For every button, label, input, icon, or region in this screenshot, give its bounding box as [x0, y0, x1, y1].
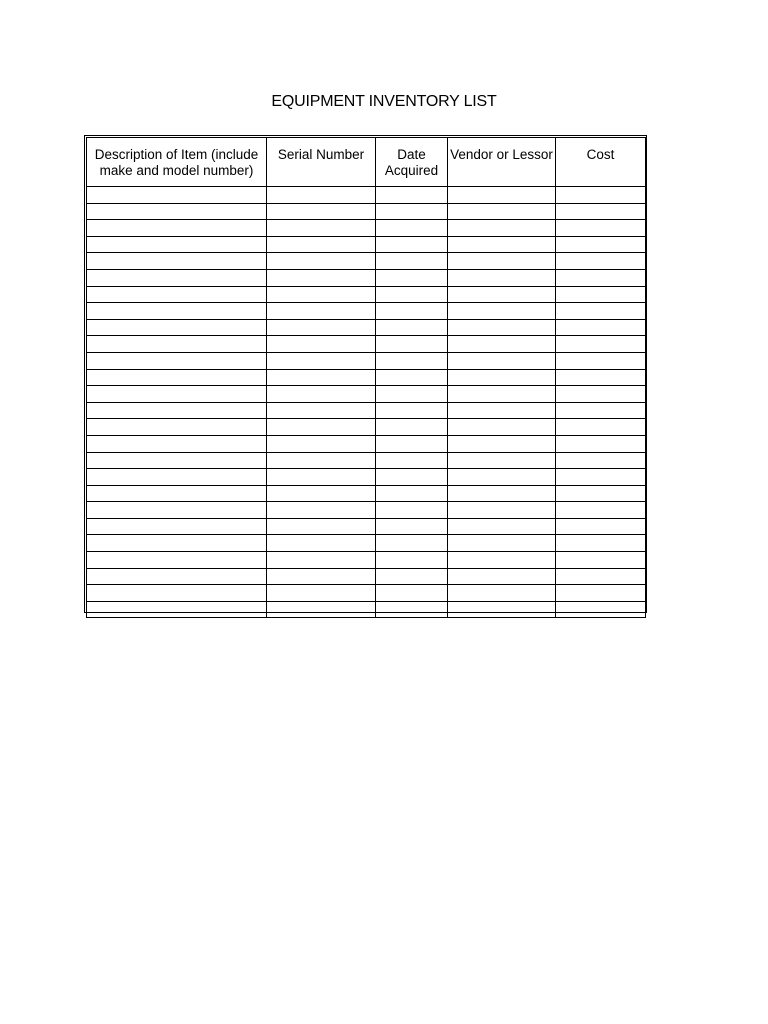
- vendor-cell[interactable]: [448, 518, 556, 535]
- date-acquired-cell[interactable]: [376, 303, 448, 320]
- date-acquired-cell[interactable]: [376, 369, 448, 386]
- date-acquired-cell[interactable]: [376, 236, 448, 253]
- vendor-cell[interactable]: [448, 452, 556, 469]
- cost-cell[interactable]: [556, 386, 646, 403]
- vendor-cell[interactable]: [448, 601, 556, 618]
- date-acquired-cell[interactable]: [376, 518, 448, 535]
- vendor-cell[interactable]: [448, 369, 556, 386]
- serial-number-cell[interactable]: [267, 502, 376, 519]
- vendor-cell[interactable]: [448, 286, 556, 303]
- vendor-cell[interactable]: [448, 585, 556, 602]
- table-row: [87, 187, 646, 204]
- cost-cell[interactable]: [556, 419, 646, 436]
- cost-cell[interactable]: [556, 485, 646, 502]
- serial-number-cell[interactable]: [267, 402, 376, 419]
- description-cell[interactable]: [87, 286, 267, 303]
- description-cell[interactable]: [87, 187, 267, 204]
- table-row: [87, 203, 646, 220]
- inventory-table: [86, 137, 646, 618]
- header-row: [87, 138, 646, 187]
- cost-cell[interactable]: [556, 220, 646, 237]
- cost-cell[interactable]: [556, 336, 646, 353]
- cost-cell[interactable]: [556, 585, 646, 602]
- description-cell[interactable]: [87, 402, 267, 419]
- table-row: [87, 585, 646, 602]
- serial-number-cell[interactable]: [267, 601, 376, 618]
- date-acquired-cell[interactable]: [376, 269, 448, 286]
- table-row: [87, 469, 646, 486]
- vendor-cell[interactable]: [448, 236, 556, 253]
- header-cost: Cost: [556, 138, 646, 187]
- cost-cell[interactable]: [556, 435, 646, 452]
- description-cell[interactable]: [87, 336, 267, 353]
- date-acquired-cell[interactable]: [376, 402, 448, 419]
- table-row: [87, 220, 646, 237]
- cost-cell[interactable]: [556, 319, 646, 336]
- date-acquired-cell[interactable]: [376, 601, 448, 618]
- table-row: [87, 485, 646, 502]
- serial-number-cell[interactable]: [267, 435, 376, 452]
- table-row: [87, 269, 646, 286]
- serial-number-cell[interactable]: [267, 286, 376, 303]
- vendor-cell[interactable]: [448, 502, 556, 519]
- cost-cell[interactable]: [556, 552, 646, 569]
- date-acquired-cell[interactable]: [376, 435, 448, 452]
- description-cell[interactable]: [87, 535, 267, 552]
- description-cell[interactable]: [87, 601, 267, 618]
- cost-cell[interactable]: [556, 187, 646, 204]
- vendor-cell[interactable]: [448, 386, 556, 403]
- table-row: [87, 386, 646, 403]
- date-acquired-cell[interactable]: [376, 452, 448, 469]
- description-cell[interactable]: [87, 352, 267, 369]
- date-acquired-cell[interactable]: [376, 568, 448, 585]
- vendor-cell[interactable]: [448, 303, 556, 320]
- vendor-cell[interactable]: [448, 419, 556, 436]
- date-acquired-cell[interactable]: [376, 419, 448, 436]
- serial-number-cell[interactable]: [267, 485, 376, 502]
- serial-number-cell[interactable]: [267, 220, 376, 237]
- vendor-cell[interactable]: [448, 319, 556, 336]
- header-description: Description of Item (include make and model number): [87, 138, 267, 187]
- description-cell[interactable]: [87, 269, 267, 286]
- vendor-cell[interactable]: [448, 552, 556, 569]
- vendor-cell[interactable]: [448, 187, 556, 204]
- description-cell[interactable]: [87, 469, 267, 486]
- vendor-cell[interactable]: [448, 535, 556, 552]
- vendor-cell[interactable]: [448, 568, 556, 585]
- date-acquired-cell[interactable]: [376, 336, 448, 353]
- date-acquired-cell[interactable]: [376, 286, 448, 303]
- table-row: [87, 435, 646, 452]
- cost-cell[interactable]: [556, 452, 646, 469]
- table-body: [87, 187, 646, 618]
- description-cell[interactable]: [87, 220, 267, 237]
- vendor-cell[interactable]: [448, 352, 556, 369]
- table-row: [87, 535, 646, 552]
- serial-number-cell[interactable]: [267, 236, 376, 253]
- date-acquired-cell[interactable]: [376, 253, 448, 270]
- description-cell[interactable]: [87, 419, 267, 436]
- description-cell[interactable]: [87, 452, 267, 469]
- header-date-acquired: Date Acquired: [376, 138, 448, 187]
- serial-number-cell[interactable]: [267, 585, 376, 602]
- table-row: [87, 601, 646, 618]
- description-cell[interactable]: [87, 552, 267, 569]
- description-cell[interactable]: [87, 369, 267, 386]
- serial-number-cell[interactable]: [267, 269, 376, 286]
- table-row: [87, 518, 646, 535]
- header-serial-number: Serial Number: [267, 138, 376, 187]
- description-cell[interactable]: [87, 319, 267, 336]
- cost-cell[interactable]: [556, 402, 646, 419]
- table-row: [87, 286, 646, 303]
- table-row: [87, 369, 646, 386]
- serial-number-cell[interactable]: [267, 552, 376, 569]
- cost-cell[interactable]: [556, 502, 646, 519]
- serial-number-cell[interactable]: [267, 319, 376, 336]
- cost-cell[interactable]: [556, 352, 646, 369]
- serial-number-cell[interactable]: [267, 336, 376, 353]
- date-acquired-cell[interactable]: [376, 220, 448, 237]
- cost-cell[interactable]: [556, 601, 646, 618]
- serial-number-cell[interactable]: [267, 187, 376, 204]
- description-cell[interactable]: [87, 203, 267, 220]
- table-row: [87, 452, 646, 469]
- vendor-cell[interactable]: [448, 269, 556, 286]
- date-acquired-cell[interactable]: [376, 203, 448, 220]
- cost-cell[interactable]: [556, 269, 646, 286]
- cost-cell[interactable]: [556, 303, 646, 320]
- vendor-cell[interactable]: [448, 220, 556, 237]
- header-vendor-or-lessor: Vendor or Lessor: [448, 138, 556, 187]
- serial-number-cell[interactable]: [267, 303, 376, 320]
- date-acquired-cell[interactable]: [376, 585, 448, 602]
- serial-number-cell[interactable]: [267, 386, 376, 403]
- cost-cell[interactable]: [556, 203, 646, 220]
- cost-cell[interactable]: [556, 369, 646, 386]
- vendor-cell[interactable]: [448, 253, 556, 270]
- table-row: [87, 253, 646, 270]
- serial-number-cell[interactable]: [267, 518, 376, 535]
- vendor-cell[interactable]: [448, 203, 556, 220]
- serial-number-cell[interactable]: [267, 535, 376, 552]
- description-cell[interactable]: [87, 303, 267, 320]
- table-row: [87, 319, 646, 336]
- description-cell[interactable]: [87, 502, 267, 519]
- table-row: [87, 236, 646, 253]
- date-acquired-cell[interactable]: [376, 469, 448, 486]
- serial-number-cell[interactable]: [267, 253, 376, 270]
- cost-cell[interactable]: [556, 568, 646, 585]
- serial-number-cell[interactable]: [267, 203, 376, 220]
- inventory-table-frame: [84, 135, 647, 613]
- table-row: [87, 502, 646, 519]
- cost-cell[interactable]: [556, 253, 646, 270]
- vendor-cell[interactable]: [448, 435, 556, 452]
- description-cell[interactable]: [87, 253, 267, 270]
- description-cell[interactable]: [87, 568, 267, 585]
- date-acquired-cell[interactable]: [376, 485, 448, 502]
- serial-number-cell[interactable]: [267, 419, 376, 436]
- vendor-cell[interactable]: [448, 469, 556, 486]
- table-row: [87, 336, 646, 353]
- table-row: [87, 402, 646, 419]
- date-acquired-cell[interactable]: [376, 386, 448, 403]
- vendor-cell[interactable]: [448, 336, 556, 353]
- table-row: [87, 352, 646, 369]
- vendor-cell[interactable]: [448, 485, 556, 502]
- date-acquired-cell[interactable]: [376, 552, 448, 569]
- date-acquired-cell[interactable]: [376, 535, 448, 552]
- date-acquired-cell[interactable]: [376, 352, 448, 369]
- table-row: [87, 419, 646, 436]
- description-cell[interactable]: [87, 435, 267, 452]
- serial-number-cell[interactable]: [267, 369, 376, 386]
- serial-number-cell[interactable]: [267, 352, 376, 369]
- table-row: [87, 552, 646, 569]
- date-acquired-cell[interactable]: [376, 502, 448, 519]
- description-cell[interactable]: [87, 585, 267, 602]
- table-row: [87, 303, 646, 320]
- description-cell[interactable]: [87, 386, 267, 403]
- cost-cell[interactable]: [556, 236, 646, 253]
- cost-cell[interactable]: [556, 286, 646, 303]
- date-acquired-cell[interactable]: [376, 187, 448, 204]
- serial-number-cell[interactable]: [267, 452, 376, 469]
- cost-cell[interactable]: [556, 518, 646, 535]
- serial-number-cell[interactable]: [267, 568, 376, 585]
- date-acquired-cell[interactable]: [376, 319, 448, 336]
- description-cell[interactable]: [87, 236, 267, 253]
- description-cell[interactable]: [87, 485, 267, 502]
- cost-cell[interactable]: [556, 469, 646, 486]
- cost-cell[interactable]: [556, 535, 646, 552]
- page-title: EQUIPMENT INVENTORY LIST: [271, 93, 497, 110]
- vendor-cell[interactable]: [448, 402, 556, 419]
- description-cell[interactable]: [87, 518, 267, 535]
- serial-number-cell[interactable]: [267, 469, 376, 486]
- table-row: [87, 568, 646, 585]
